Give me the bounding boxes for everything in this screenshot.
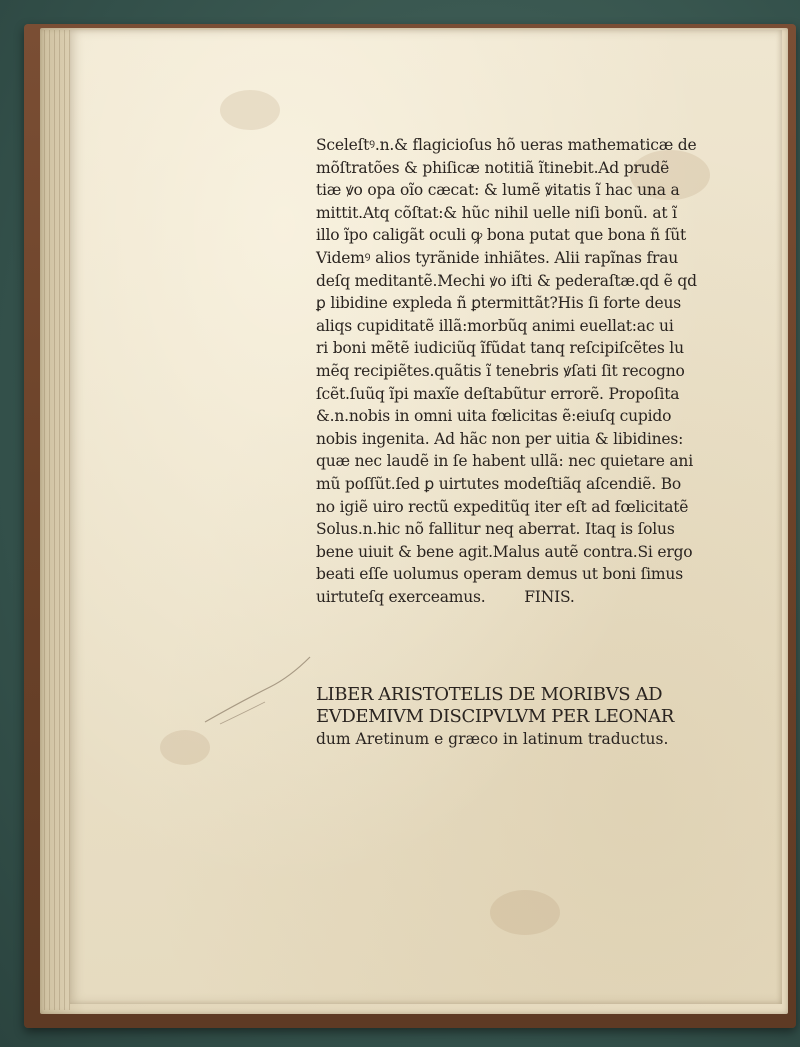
text-line: Videmꝰ alios tyrãnide inhiãtes. Alii rapĩnas frau bbox=[316, 248, 679, 267]
text-line: deſq meditantẽ.Mechi ꝟo iſti & pederaſtæ.qd ẽ qd bbox=[316, 271, 697, 290]
text-line: ꝑ libidine expleda ñ ꝑtermittãt?His ſi forte deus bbox=[316, 294, 682, 313]
text-line: mũ poſſũt.ſed ꝑ uirtutes modeſtiãq aſcendiẽ. Bo bbox=[316, 474, 682, 493]
paper-stain bbox=[160, 730, 210, 765]
text-line-last bbox=[316, 586, 756, 609]
text-line: Solus.n.hic nõ fallitur neq aberrat. Itaq is ſolus bbox=[316, 520, 675, 539]
text-line: aliqs cupiditatẽ illã:morbũq animi euellat:ac ui bbox=[316, 316, 674, 335]
paper-stain bbox=[220, 90, 280, 130]
text-line: beati eſſe uolumus operam demus ut boni ſimus bbox=[316, 565, 683, 584]
text-line: nobis ingenita. Ad hãc non per uitia & libidines: bbox=[316, 429, 684, 448]
book-page bbox=[70, 30, 782, 1004]
text-line-content: uirtuteſq exerceamus. bbox=[316, 587, 486, 606]
body-text bbox=[316, 134, 756, 608]
text-line: mittit.Atq cõſtat:& hũc nihil uelle niſi bonũ. at ĩ bbox=[316, 203, 677, 222]
heading-line: LIBER ARISTOTELIS DE MORIBVS AD bbox=[316, 684, 663, 705]
text-line: ſcẽt.ſuũq ĩpi maxĩe deſtabũtur errorẽ. Propoſita bbox=[316, 384, 680, 403]
text-line: illo ĩpo caligãt oculi ꝙ bona putat que bona ñ ſũt bbox=[316, 226, 687, 245]
heading-line: dum Aretinum e græco in latinum traductus. bbox=[316, 730, 669, 748]
text-line: mõſtratões & phiſicæ notitiã ĩtinebit.Ad prudẽ bbox=[316, 158, 670, 177]
text-line: ri boni mẽtẽ iudiciũq ĩfũdat tanq reſcipiſcẽtes lu bbox=[316, 339, 684, 358]
incipit-heading bbox=[316, 684, 766, 750]
text-line: &.n.nobis in omni uita fœlicitas ẽ:eiuſq cupido bbox=[316, 407, 672, 426]
paper-stain bbox=[490, 890, 560, 935]
text-line: Sceleſtꝰ.n.& flagicioſus hõ ueras mathematicæ de bbox=[316, 136, 697, 154]
text-line: no igiẽ uiro rectũ expeditũq iter eſt ad fœlicitatẽ bbox=[316, 497, 689, 516]
heading-line: EVDEMIVM DISCIPVLVM PER LEONAR bbox=[316, 706, 674, 727]
text-line: quæ nec laudẽ in ſe habent ullã: nec quietare ani bbox=[316, 452, 693, 471]
finis-mark: FINIS. bbox=[524, 587, 575, 606]
pencil-mark bbox=[200, 652, 320, 732]
text-line: tiæ ꝟo opa oĩo cæcat: & lumẽ ꝟitatis ĩ hac una a bbox=[316, 181, 680, 200]
text-line: mẽq recipiẽtes.quãtis ĩ tenebris ꝟſati ſit recogno bbox=[316, 361, 685, 380]
text-line: bene uiuit & bene agit.Malus autẽ contra.Si ergo bbox=[316, 542, 693, 561]
